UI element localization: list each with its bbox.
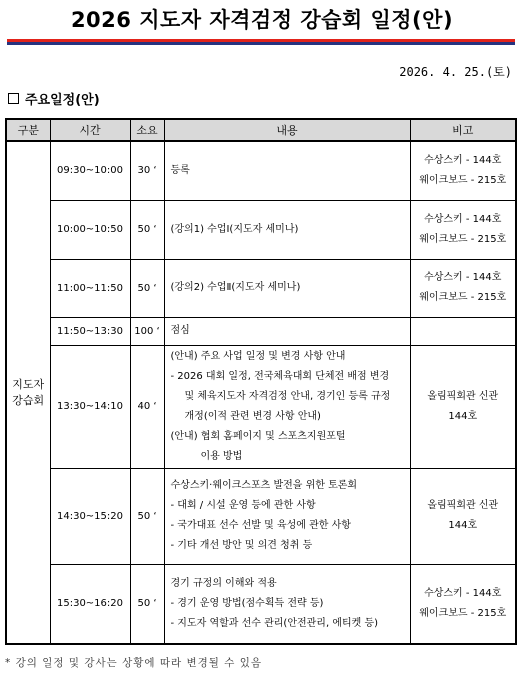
content-line: (강의1) 수업Ⅰ(지도자 세미나) (170, 223, 299, 235)
note-cell (410, 564, 516, 644)
table-row (6, 200, 516, 259)
time-cell: 13:30~14:10 (50, 345, 130, 468)
time-cell: 11:00~11:50 (50, 259, 130, 317)
table-row (6, 468, 516, 564)
note-line: 올림픽회관 신관 (427, 500, 499, 511)
content-line: (강의2) 수업Ⅱ(지도자 세미나) (170, 282, 301, 293)
time-cell: 10:00~10:50 (50, 200, 130, 259)
note-cell (410, 141, 516, 200)
time-cell: 09:30~10:00 (50, 141, 130, 200)
content-line: 경기 규정의 이해와 적용 (170, 577, 277, 589)
gubun-label-line: 지도자 (12, 377, 45, 391)
content-line: 및 체육지도자 자격검정 안내, 경기인 등록 규정 (184, 390, 391, 402)
content-cell (164, 141, 410, 200)
table-header-row (6, 119, 516, 141)
note-line: 수상스키 - 144호 (424, 154, 502, 166)
duration-cell: 50 ‘ (130, 259, 164, 317)
content-cell (164, 317, 410, 345)
header-note: 비고 (410, 119, 516, 141)
duration-cell: 40 ‘ (130, 345, 164, 468)
document-date: 2026. 4. 25.(토) (399, 65, 512, 79)
note-line: 수상스키 - 144호 (424, 213, 502, 225)
note-line: 웨이크보드 - 215호 (419, 607, 507, 619)
note-line: 144호 (448, 410, 478, 422)
content-line: (안내) 협회 홈페이지 및 스포츠지원포털 (170, 430, 346, 442)
content-line: - 대회 / 시설 운영 등에 관한 사항 (170, 500, 316, 511)
checkbox-square-icon (8, 93, 19, 104)
content-line: - 국가대표 선수 선발 및 육성에 관한 사항 (170, 520, 351, 531)
note-line: 올림픽회관 신관 (427, 390, 499, 402)
content-cell (164, 259, 410, 317)
content-line: - 지도자 역할과 선수 관리(안전관리, 에티켓 등) (170, 617, 379, 629)
time-cell: 15:30~16:20 (50, 564, 130, 644)
note-cell (410, 345, 516, 468)
content-line: 이용 방법 (200, 450, 243, 462)
table-row (6, 564, 516, 644)
note-cell (410, 317, 516, 345)
note-cell (410, 468, 516, 564)
table-row (6, 141, 516, 200)
content-cell (164, 564, 410, 644)
note-line: 수상스키 - 144호 (424, 272, 502, 283)
duration-cell: 50 ‘ (130, 564, 164, 644)
section-heading (8, 89, 100, 108)
note-line: 144호 (448, 520, 478, 531)
section-heading-label: 주요일정(안) (25, 93, 100, 108)
content-cell (164, 468, 410, 564)
footnote: * 강의 일정 및 강사는 상황에 따라 변경될 수 있음 (5, 657, 263, 669)
note-line: 수상스키 - 144호 (424, 587, 502, 599)
content-line: - 2026 대회 일정, 전국체육대회 단체전 배점 변경 (170, 370, 390, 382)
duration-cell: 30 ‘ (130, 141, 164, 200)
gubun-cell (6, 141, 50, 644)
note-line: 웨이크보드 - 215호 (419, 174, 507, 186)
header-time: 시간 (50, 119, 130, 141)
content-line: 수상스키·웨이크스포츠 발전을 위한 토론회 (170, 480, 358, 491)
table-row (6, 259, 516, 317)
header-gubun: 구분 (6, 119, 50, 141)
content-line: (안내) 주요 사업 일정 및 변경 사항 안내 (170, 350, 346, 362)
duration-cell: 50 ‘ (130, 468, 164, 564)
content-line: - 경기 운영 방법(점수획득 전략 등) (170, 597, 324, 609)
note-line: 웨이크보드 - 215호 (419, 292, 507, 303)
duration-cell: 50 ‘ (130, 200, 164, 259)
note-line: 웨이크보드 - 215호 (419, 233, 507, 245)
time-cell: 14:30~15:20 (50, 468, 130, 564)
page-title: 2026 지도자 자격검정 강습회 일정(안) (70, 8, 454, 32)
content-line: 등록 (170, 164, 190, 176)
content-cell (164, 345, 410, 468)
note-cell (410, 200, 516, 259)
content-line: 점심 (170, 325, 190, 336)
schedule-table (5, 118, 517, 645)
content-line: - 기타 개선 방안 및 의견 청취 등 (170, 540, 313, 551)
table-row (6, 345, 516, 468)
title-rule-blue (7, 42, 515, 45)
header-duration: 소요 (130, 119, 164, 141)
time-cell: 11:50~13:30 (50, 317, 130, 345)
header-content: 내용 (164, 119, 410, 141)
gubun-label-line: 강습회 (12, 393, 45, 407)
duration-cell: 100 ‘ (130, 317, 164, 345)
content-line: 개정(이적 관련 변경 사항 안내) (184, 410, 321, 422)
content-cell (164, 200, 410, 259)
note-cell (410, 259, 516, 317)
table-row (6, 317, 516, 345)
